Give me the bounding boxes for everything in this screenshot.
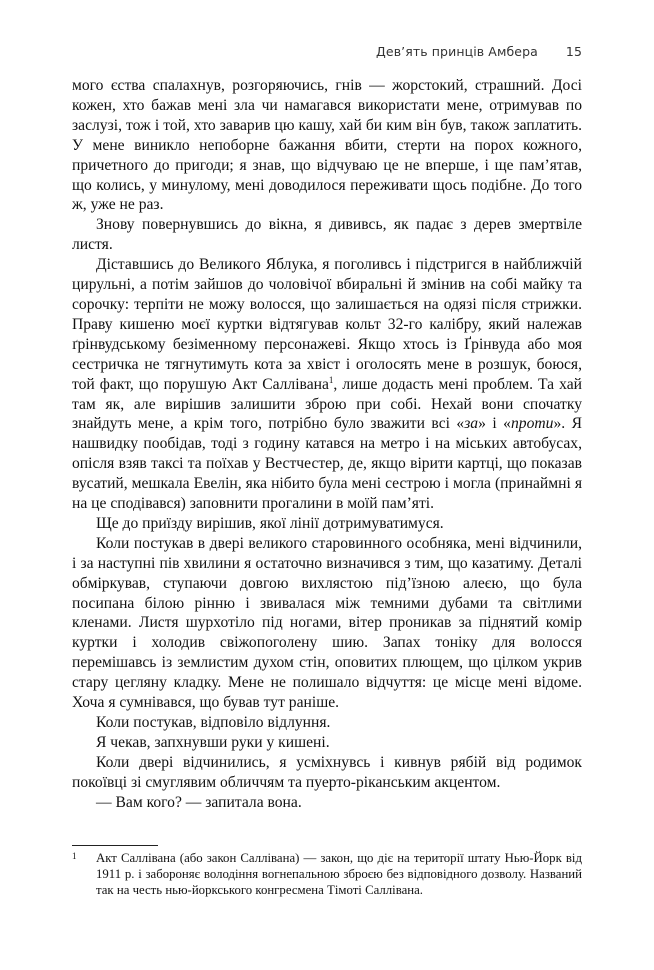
footnote-divider [72,845,158,846]
footnote-text: Акт Саллівана (або закон Саллівана) — закон, що діє на території штату Нью-Йорк від 1911 р. і забороняє володіння вогнепальною зброєю без відповідного дозволу. Названий так на честь нью-йоркського конгресмена Тімоті Саллівана. [96,851,582,897]
book-title: Дев’ять принців Амбера [376,44,538,59]
paragraph: Коли постукав, відповіло відлуння. [96,714,331,731]
paragraph: — Вам кого? — запитала вона. [96,793,302,811]
page-number: 15 [565,44,582,59]
footnote [72,850,582,898]
footnote-reference[interactable]: 1 [328,374,334,385]
paragraph: Знову повернувшись до вікна, я дививсь, як падає з дерев змертвіле листя. [72,216,582,254]
paragraph-text: , лише додасть мені проблем. Та хай там як, але вирішив залишити зброю при собі. Нехай вони спочатку знайдуть мене, а крім того, потрібно було зважити всі « [72,375,582,433]
footnote-number: 1 [72,851,77,861]
italic-word: проти [510,415,554,433]
paragraph-text: » і « [478,415,511,433]
italic-word: за [464,415,479,433]
paragraph-text: ». Я нашвидку пообідав, тоді з годину катався на метро і на міських автобусах, опісля взяв таксі та поїхав у Вестчестер, де, якщо вірити картці, що показав вусатий, мешкала Евелін, яка нібито була мені сестрою і могла (принаймні я на це сподівався) заповнити прогалини в моїй пам’яті. [72,415,583,513]
paragraph: мого єства спалахнув, розгоряючись, гнів — жорстокий, страшний. Досі кожен, хто бажав мені зла чи намагався використати мене, отримував по заслузі, тож і той, хто заварив цю кашу, хай би ким він був, також заплатить. У мене виникло непоборне бажання вбити, стерти на порох кожного, причетного до пригоди; я знав, що відчуваю це не вперше, і ще пам’ятав, що колись, у минулому, мені доводилося переживати щось подібне. До того ж, уже не раз. [72,77,582,214]
running-header [72,44,582,59]
paragraph: Ще до приїзду вирішив, якої лінії дотримуватимуся. [96,514,444,532]
paragraph-text: Діставшись до Великого Яблука, я поголивсь і підстригся в найближчій цирульні, а потім зайшов до чоловічої вбиральні й змінив на собі майку та сорочку: терпіти не можу волосся, що залишається на одязі після стрижки. Праву кишеню моєї куртки відтягував кольт 32-го калібру, який належав ґрінвудському безіменному персонажеві. Якщо хтось із Ґрінвуда або моя сестричка не тягнутимуть кота за хвіст і оголосять мене в розшук, боюся, той факт, що порушую Акт Саллівана [72,256,582,393]
paragraph: Я чекав, запхнувши руки у кишені. [96,733,330,751]
paragraph: Коли постукав в двері великого старовинного особняка, мені відчинили, і за наступні пів хвилини я остаточно визначився з тим, що казатиму. Деталі обміркував, ступаючи довгою вихлястою під’їзною алеєю, що була посипана білою рінню і звивалася між темними дубами та світлими кленами. Листя шурхотіло під ногами, вітер проникав за піднятий комір куртки і холодив свіжопоголену шию. Запах тоніку для волосся перемішавсь із землистим духом стін, оповитих плющем, що цілком укрив стару цегляну кладку. Мене не полишало відчуття: це місце мені відоме. Хоча я сумнівався, що бував тут раніше. [72,534,582,712]
paragraph: Коли двері відчинились, я усміхнувсь і кивнув рябій від родимок покоївці зі смуглявим обличчям та пуерто-ріканським акцентом. [72,753,582,791]
paragraph [72,255,582,514]
main-text [72,76,582,813]
